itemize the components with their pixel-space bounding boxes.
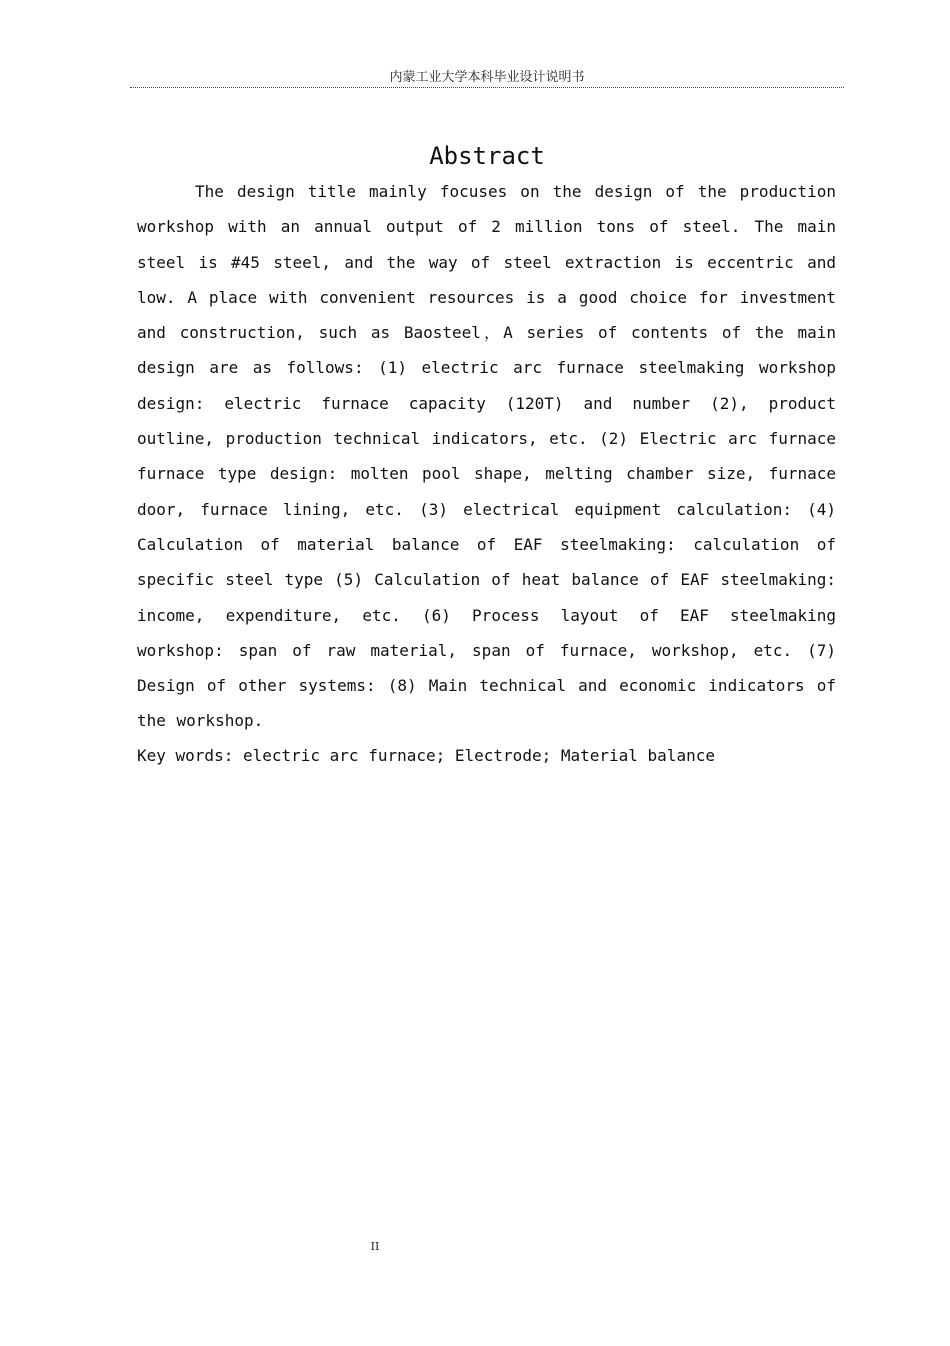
page-number: II [370, 1240, 380, 1253]
abstract-heading: Abstract [429, 142, 545, 170]
keywords-line: Key words: electric arc furnace; Electrode; Material balance [137, 746, 715, 765]
abstract-paragraph: The design title mainly focuses on the design of the production workshop with an annual output of 2 million tons of steel. The main steel is #45 steel, and the way of steel extraction is eccentric and low. A place with convenient resources is a good choice for investment and construction, such as Baosteel，A series of contents of the main design are as follows: (1) electric arc furnace steelmaking workshop design: electric furnace capacity (120T) and number (2), product outline, production technical indicators, etc. (2) Electric arc furnace furnace type design: molten pool shape, melting chamber size, furnace door, furnace lining, etc. (3) electrical equipment calculation: (4) Calculation of material balance of EAF steelmaking: calculation of specific steel type (5) Calculation of heat balance of EAF steelmaking: income, expenditure, etc. (6) Process layout of EAF steelmaking workshop: span of raw material, span of furnace, workshop, etc. (7) Design of other systems: (8) Main technical and economic indicators of the workshop. [137, 182, 836, 731]
running-header: 内蒙工业大学本科毕业设计说明书 [389, 70, 585, 85]
header-divider [130, 87, 844, 88]
